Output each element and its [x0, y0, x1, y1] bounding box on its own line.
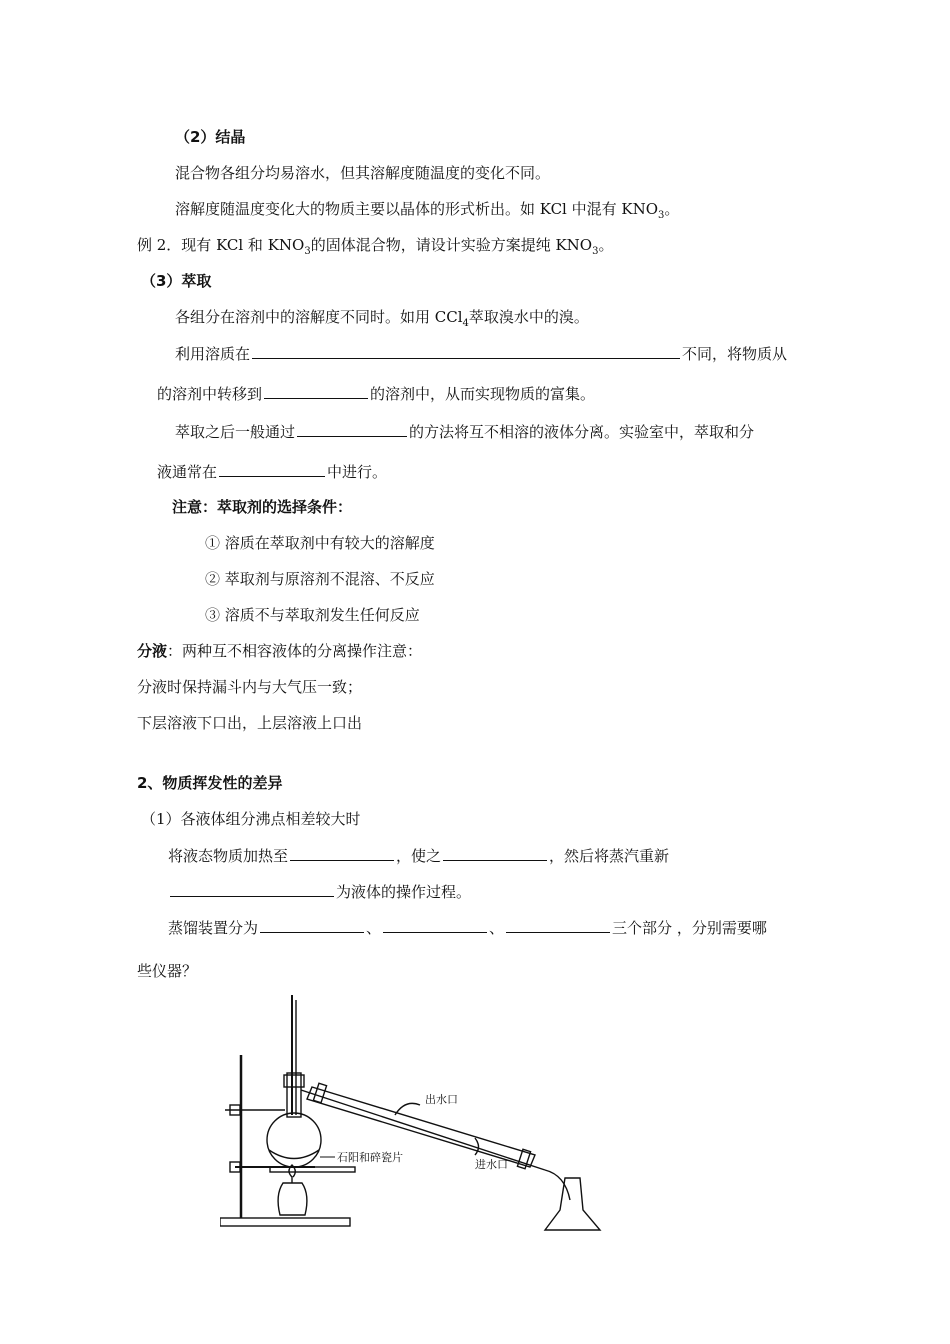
extraction-paragraph-4: 萃取之后一般通过 的方法将互不相溶的液体分离。实验室中，萃取和分: [175, 423, 755, 441]
blank: [219, 461, 325, 477]
blank: [252, 343, 680, 359]
extraction-paragraph-1: 各组分在溶剂中的溶解度不同时。如用 CCl$_4$萃取溴水中的溴。: [175, 308, 589, 329]
crystallization-paragraph-1: 混合物各组分均易溶水，但其溶解度随温度的变化不同。: [175, 164, 551, 182]
separation-line-1: 分液时保持漏斗内与大气压一致；: [137, 678, 363, 696]
volatility-heading: 2、物质挥发性的差异: [137, 774, 283, 792]
inlet-label: 进水口: [475, 1158, 508, 1171]
blank: [170, 881, 334, 897]
blank: [443, 845, 547, 861]
distillation-paragraph-4: 些仪器？: [137, 962, 198, 980]
separation-line-2: 下层溶液下口出，上层溶液上口出: [137, 714, 363, 732]
blank: [290, 845, 394, 861]
blank: [297, 421, 407, 437]
blank: [506, 917, 610, 933]
extraction-paragraph-5: 液通常在 中进行。: [157, 463, 388, 481]
blank: [260, 917, 364, 933]
condition-2: ② 萃取剂与原溶剂不混溶、不反应: [205, 570, 435, 588]
condition-1: ① 溶质在萃取剂中有较大的溶解度: [205, 534, 435, 552]
crystallization-heading: （2）结晶: [175, 128, 246, 146]
blank: [264, 383, 368, 399]
extraction-paragraph-2: 利用溶质在 不同，将物质从: [175, 345, 788, 363]
distillation-paragraph-2: 为液体的操作过程。: [168, 881, 471, 902]
volatility-subheading: （1）各液体组分沸点相差较大时: [141, 810, 361, 828]
distillation-paragraph-3: 蒸馏装置分为 、 、 三个部分 ，分别需要哪: [168, 919, 767, 937]
crystallization-paragraph-2: 溶解度随温度变化大的物质主要以晶体的形式析出。如 KCl 中混有 $KNO_3$。: [175, 200, 680, 221]
extraction-paragraph-3: 的溶剂中转移到 的溶剂中，从而实现物质的富集。: [157, 385, 596, 403]
distillation-apparatus-diagram: [220, 995, 620, 1235]
alcohol-lamp: [278, 1183, 307, 1215]
condition-3: ③ 溶质不与萃取剂发生任何反应: [205, 606, 420, 624]
distillation-paragraph-1: 将液态物质加热至 ，使之 ，然后将蒸汽重新: [168, 847, 670, 865]
flask-neck: [287, 1073, 301, 1117]
adapter: [545, 1170, 570, 1200]
boiling-chips-label: 石阳和碎瓷片: [337, 1151, 403, 1164]
receiving-flask: [545, 1178, 600, 1230]
extraction-heading: （3）萃取: [141, 272, 212, 290]
note-heading: 注意：萃取剂的选择条件：: [172, 498, 353, 516]
example-2: 例 2．现有 KCl 和 $KNO_3$的固体混合物，请设计实验方案提纯 $KNO_3$。: [137, 236, 614, 257]
stand-base: [220, 1218, 350, 1226]
blank: [383, 917, 487, 933]
separation-heading: 分液：两种互不相容液体的分离操作注意：: [137, 642, 423, 660]
outlet-label: 出水口: [425, 1093, 458, 1106]
